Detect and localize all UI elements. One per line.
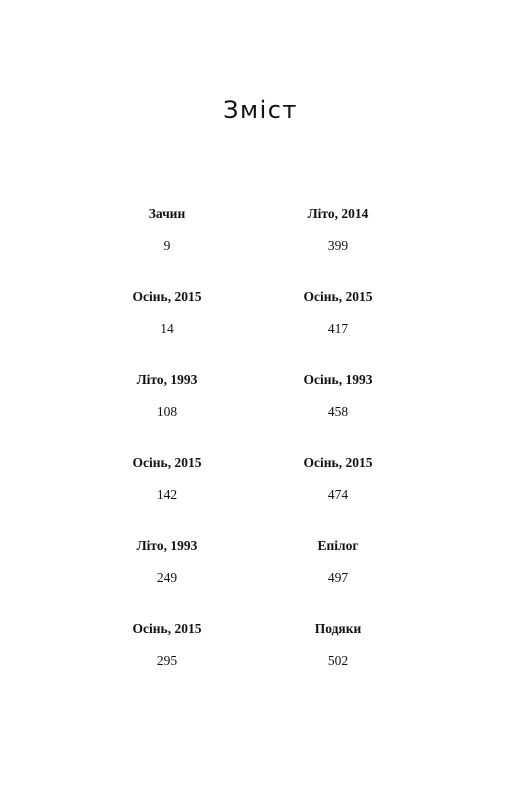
toc-entry-page: 417 (327, 321, 349, 336)
toc-entry-title: Подяки (314, 621, 362, 636)
toc-entry (258, 205, 418, 288)
toc-entry-page: 14 (160, 321, 174, 336)
toc-entry (258, 537, 418, 620)
toc-entry-title: Епілог (317, 538, 359, 553)
toc-entry-page: 249 (156, 570, 178, 585)
toc-entry (258, 288, 418, 371)
toc-entry-title: Осінь, 2015 (132, 289, 202, 304)
toc-entry-title: Літо, 2014 (307, 206, 369, 221)
toc-entry (87, 620, 247, 703)
toc-entry-page: 295 (156, 653, 178, 668)
toc-entry-page: 399 (327, 238, 349, 253)
toc-entry-page: 458 (327, 404, 349, 419)
toc-left-column (87, 205, 247, 703)
toc-entry-title: Осінь, 1993 (303, 372, 373, 387)
toc-entry (258, 620, 418, 703)
toc-entry-page: 9 (163, 238, 171, 253)
toc-entry-title: Літо, 1993 (136, 372, 198, 387)
toc-entry (87, 288, 247, 371)
toc-entry-title: Осінь, 2015 (132, 621, 202, 636)
toc-entry-title: Осінь, 2015 (303, 455, 373, 470)
toc-entry-page: 108 (156, 404, 178, 419)
toc-entry (87, 205, 247, 288)
toc-entry-page: 142 (156, 487, 178, 502)
toc-entry-page: 497 (327, 570, 349, 585)
page-title: Зміст (223, 96, 298, 124)
toc-entry (87, 537, 247, 620)
toc-right-column (258, 205, 418, 703)
toc-entry (258, 454, 418, 537)
toc-entry-title: Осінь, 2015 (132, 455, 202, 470)
toc-entry (258, 371, 418, 454)
toc-entry-page: 474 (327, 487, 349, 502)
toc-entry-page: 502 (327, 653, 349, 668)
toc-entry (87, 371, 247, 454)
toc-entry-title: Осінь, 2015 (303, 289, 373, 304)
toc-entry-title: Зачин (148, 206, 186, 221)
toc-entry-title: Літо, 1993 (136, 538, 198, 553)
toc-entry (87, 454, 247, 537)
